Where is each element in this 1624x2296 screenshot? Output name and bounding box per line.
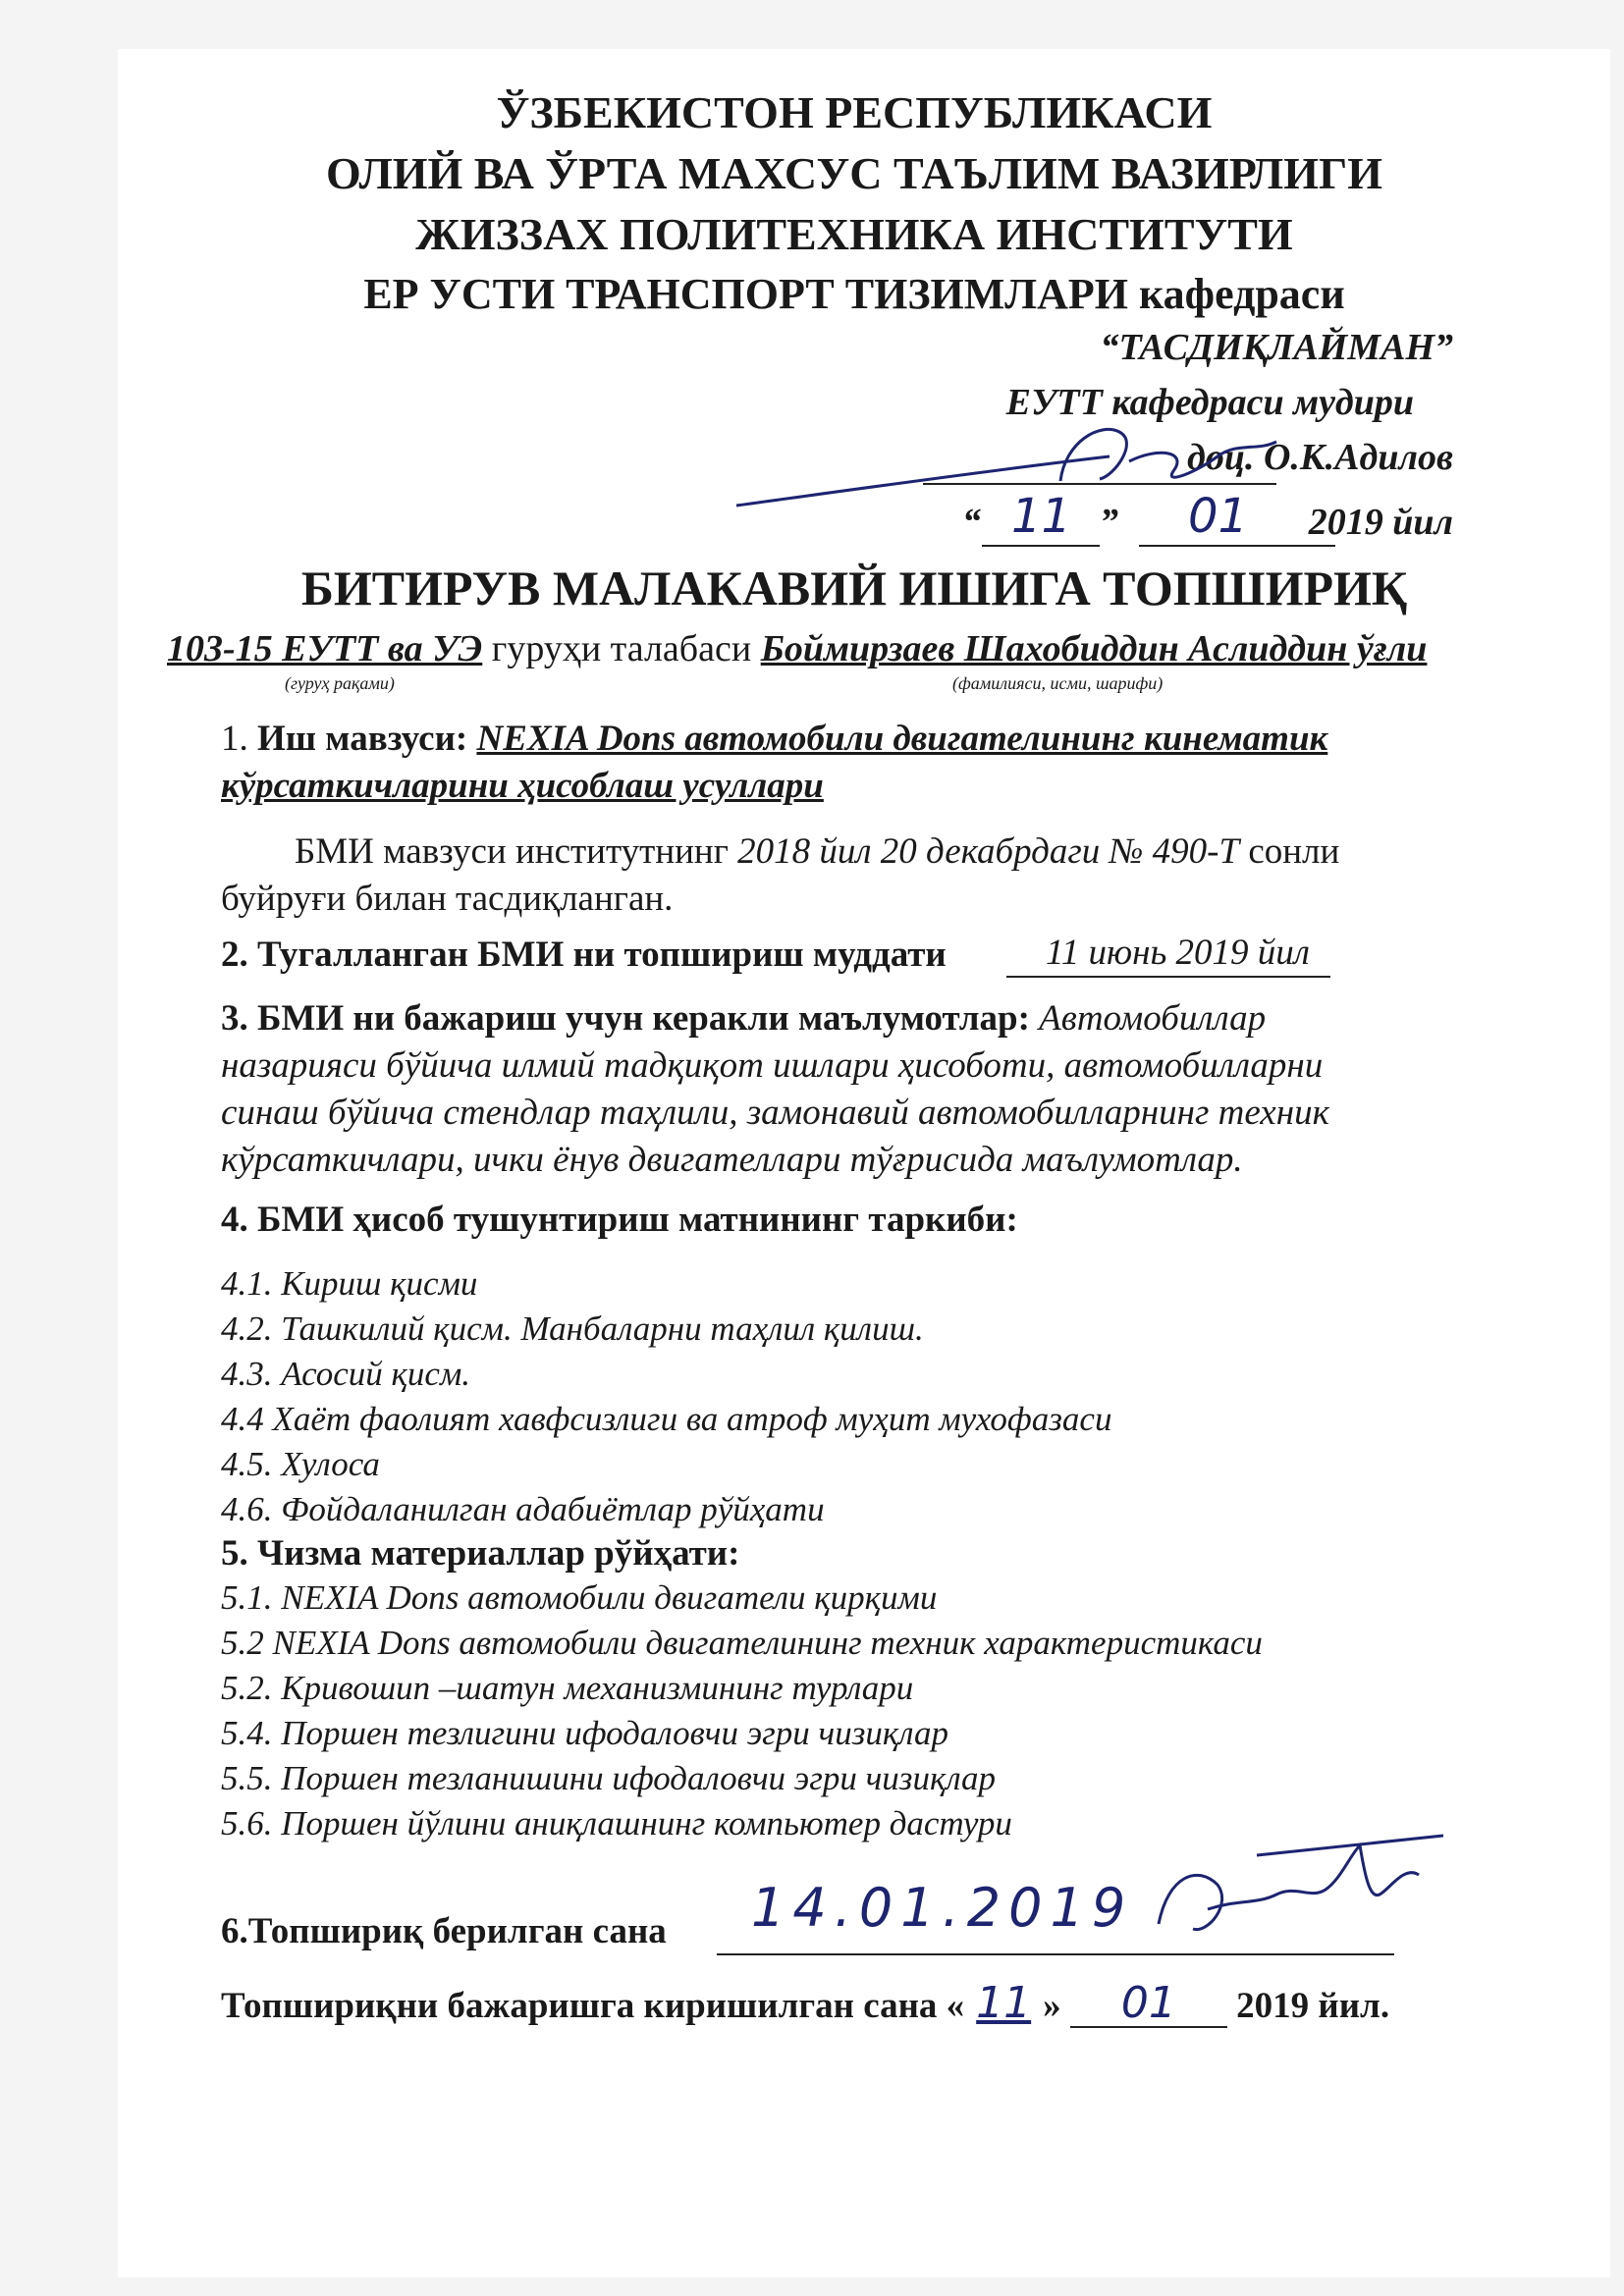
start-date-line [221, 1978, 1390, 2029]
approval-position: ЕУТТ кафедраси мудири [1005, 382, 1414, 423]
section5-item: 5.1. NEXIA Dons автомобили двигатели қирқими [221, 1578, 938, 1617]
section4-item: 4.1. Кириш қисми [221, 1264, 478, 1303]
section1-approved-a: БМИ мавзуси институтнинг [295, 831, 738, 872]
header-department-name: ЕР УСТИ ТРАНСПОРТ ТИЗИМЛАРИ [363, 270, 1128, 318]
student-line-mid: гуруҳи талабаси [482, 628, 761, 669]
student-line [167, 626, 1427, 671]
section4-item: 4.6. Фойдаланилган адабиётлар рўйҳати [221, 1490, 825, 1528]
start-day: 11 [976, 1978, 1032, 2028]
student-signature [1139, 1816, 1453, 1963]
start-year: 2019 йил. [1236, 1986, 1390, 2026]
section4-item: 4.5. Хулоса [221, 1445, 380, 1483]
approval-quote-close: ” [1100, 502, 1118, 543]
approval-day-line [982, 545, 1100, 547]
section3-label: 3. БМИ ни бажариш учун керакли маълумотлар: [221, 998, 1030, 1039]
section1-num: 1. [221, 719, 248, 759]
approval-month: 01 [1188, 489, 1249, 544]
section3-text-4: кўрсаткичлари, ички ёнув двигателлари тўғрисида маълумотлар. [221, 1140, 1243, 1180]
section5-item: 5.4. Поршен тезлигини ифодаловчи эгри чизиқлар [221, 1714, 948, 1752]
section4-item: 4.4 Хаёт фаолият хавфсизлиги ва атроф муҳит мухофазаси [221, 1400, 1112, 1438]
header-department [216, 269, 1492, 319]
section2-line [1006, 976, 1330, 978]
section5-item: 5.5. Поршен тезланишини ифодаловчи эгри чизиқлар [221, 1759, 997, 1797]
section1-heading [221, 717, 1327, 762]
section6-date: 14.01.2019 [751, 1877, 1134, 1939]
section2-label: 2. Тугалланган БМИ ни топшириш муддати [221, 934, 947, 975]
group-caption: (гуруҳ рақами) [285, 673, 395, 693]
section5-label: 5. Чизма материаллар рўйҳати: [221, 1533, 740, 1574]
section6-label: 6.Топшириқ берилган сана [221, 1911, 667, 1951]
section2-value: 11 июнь 2019 йил [1046, 933, 1310, 973]
approval-title: “ТАСДИҚЛАЙМАН” [1100, 327, 1453, 368]
section1-label: Иш мавзуси: [257, 719, 468, 759]
section1-approved-b: 2018 йил 20 декабрдаги № 490-Т [737, 831, 1240, 872]
approval-day: 11 [1011, 489, 1072, 544]
section5-item: 5.2 NEXIA Dons автомобили двигателининг техник характеристикаси [221, 1624, 1263, 1662]
section4-item: 4.2. Ташкилий қисм. Манбаларни таҳлил қилиш. [221, 1309, 924, 1348]
section3-line1 [221, 996, 1266, 1041]
approval-name: доц. О.К.Адилов [1186, 437, 1453, 478]
document-page [118, 49, 1610, 2277]
approval-year: 2019 йил [1308, 502, 1453, 543]
header-department-suffix: кафедраси [1127, 270, 1345, 318]
approval-quote-open: “ [962, 502, 981, 543]
header-ministry: ОЛИЙ ВА ЎРТА МАХСУС ТАЪЛИМ ВАЗИРЛИГИ [325, 148, 1383, 198]
student-group: 103-15 ЕУТТ ва УЭ [167, 628, 483, 669]
section1-approved-1 [295, 829, 1339, 875]
section5-item: 5.6. Поршен йўлини аниқлашнинг компьютер дастури [221, 1804, 1012, 1842]
section1-topic-2: кўрсаткичларини ҳисоблаш усуллари [221, 766, 824, 806]
section1-approved-2: буйруғи билан тасдиқланган. [221, 879, 674, 919]
section4-label: 4. БМИ ҳисоб тушунтириш матнининг таркиби: [221, 1200, 1018, 1240]
approval-month-line [1139, 545, 1335, 547]
start-month: 01 [1070, 1981, 1227, 2028]
section1-approved-c: сонли [1239, 831, 1340, 872]
section3-text-2: назарияси бўйича илмий тадқиқот ишлари ҳисоботи, автомобилларни [221, 1045, 1324, 1086]
section3-text-1: Автомобиллар [1039, 998, 1267, 1039]
start-date-sep: » [1043, 1986, 1061, 2026]
section1-topic-1: NEXIA Dons автомобили двигателининг кинематик [476, 719, 1328, 759]
section3-text-3: синаш бўйича стендлар таҳлили, замонавий автомобилларнинг техник [221, 1093, 1329, 1133]
student-name: Боймирзаев Шахобиддин Аслиддин ўғли [760, 628, 1428, 669]
section4-item: 4.3. Асосий қисм. [221, 1355, 471, 1393]
header-republic: ЎЗБЕКИСТОН РЕСПУБЛИКАСИ [496, 87, 1213, 137]
document-title: БИТИРУВ МАЛАКАВИЙ ИШИГА ТОПШИРИҚ [300, 561, 1408, 615]
section5-item: 5.2. Кривошип –шатун механизмининг турлари [221, 1669, 914, 1707]
start-date-label: Топшириқни бажаришга киришилган сана « [221, 1986, 965, 2026]
name-caption: (фамилияси, исми, шарифи) [952, 673, 1164, 693]
header-institute: ЖИЗЗАХ ПОЛИТЕХНИКА ИНСТИТУТИ [415, 209, 1293, 259]
